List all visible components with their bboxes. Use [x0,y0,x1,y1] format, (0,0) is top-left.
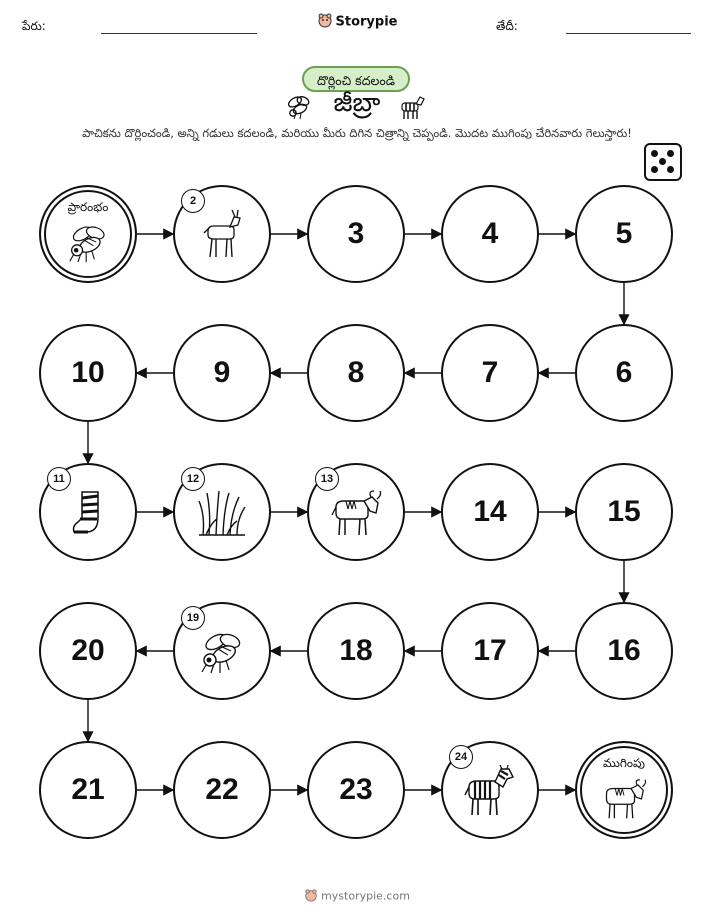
board-cell-4[interactable] [441,185,539,283]
board-cell-3[interactable] [307,185,405,283]
board-cell-14[interactable] [441,463,539,561]
cell-number: 14 [473,495,507,528]
cell-number: 4 [481,217,499,250]
board-cell-10[interactable] [39,324,137,422]
name-field-line[interactable] [101,33,257,34]
dice-icon[interactable] [644,143,682,181]
cell-number: 22 [205,773,239,806]
cell-number: 16 [607,634,641,667]
cell-number: 20 [71,634,105,667]
wildebeest-icon [601,778,647,824]
cell-number: 21 [71,773,105,806]
cell-number-badge: 2 [181,189,205,213]
board-cell-20[interactable] [39,602,137,700]
board-cell-19[interactable] [173,602,271,700]
board-cell-2[interactable] [173,185,271,283]
cell-number: 6 [615,356,633,389]
cell-number-badge: 12 [181,467,205,491]
board-cell-16[interactable] [575,602,673,700]
wildebeest-icon [330,489,382,541]
board-cell-24[interactable] [441,741,539,839]
cell-number-badge: 24 [449,745,473,769]
board-cell-17[interactable] [441,602,539,700]
board-cell-11[interactable] [39,463,137,561]
fly-icon [286,94,314,124]
board-cell-5[interactable] [575,185,673,283]
gazelle-icon [200,209,244,265]
cell-number: 15 [607,495,641,528]
board-cell-21[interactable] [39,741,137,839]
storypie-logo-icon [304,888,318,905]
cell-number: 18 [339,634,373,667]
zebra-leg-icon [68,488,108,542]
brand-name: Storypie [335,14,398,30]
cell-number: 17 [473,634,507,667]
fly-icon [65,223,111,267]
cell-number: 10 [71,356,105,389]
start-cell[interactable] [39,185,137,283]
board-cell-22[interactable] [173,741,271,839]
name-label: పేరు: [22,19,46,33]
board-cell-8[interactable] [307,324,405,422]
board-cell-23[interactable] [307,741,405,839]
board-cell-9[interactable] [173,324,271,422]
board-cell-7[interactable] [441,324,539,422]
fly-icon [198,630,246,678]
cell-number: 9 [213,356,231,389]
end-cell-label: ముగింపు [603,756,645,770]
cell-number: 5 [615,217,633,250]
grass-icon [197,489,247,541]
board-cell-15[interactable] [575,463,673,561]
cell-number-badge: 11 [47,467,71,491]
board-cell-12[interactable] [173,463,271,561]
board-cell-6[interactable] [575,324,673,422]
page-title: జీబ్రా [333,88,381,118]
cell-number: 3 [347,217,365,250]
board-cell-18[interactable] [307,602,405,700]
end-cell[interactable] [575,741,673,839]
cell-number-badge: 13 [315,467,339,491]
date-field-line[interactable] [566,33,691,34]
footer-site: mystorypie.com [321,889,410,903]
cell-number: 8 [347,356,365,389]
cell-number: 7 [481,356,499,389]
storypie-logo-icon [317,12,333,32]
instructions: పాచికను దొర్లించండి, అన్ని గడులు కదలండి, మరియు మీరు దిగిన చిత్రాన్ని చెప్పండి. మొదట ముగింపు చేరినవారు గెలుస్తారు! [82,126,632,140]
start-cell-label: ప్రారంభం [67,200,109,214]
cell-number: 23 [339,773,373,806]
date-label: తేదీ: [496,19,518,33]
footer [0,888,714,905]
game-tag: దొర్లించి కదలండి [302,66,410,92]
zebra-icon [463,765,517,821]
cell-number-badge: 19 [181,606,205,630]
board-cell-13[interactable] [307,463,405,561]
brand [0,12,714,32]
zebra-icon [398,94,426,124]
